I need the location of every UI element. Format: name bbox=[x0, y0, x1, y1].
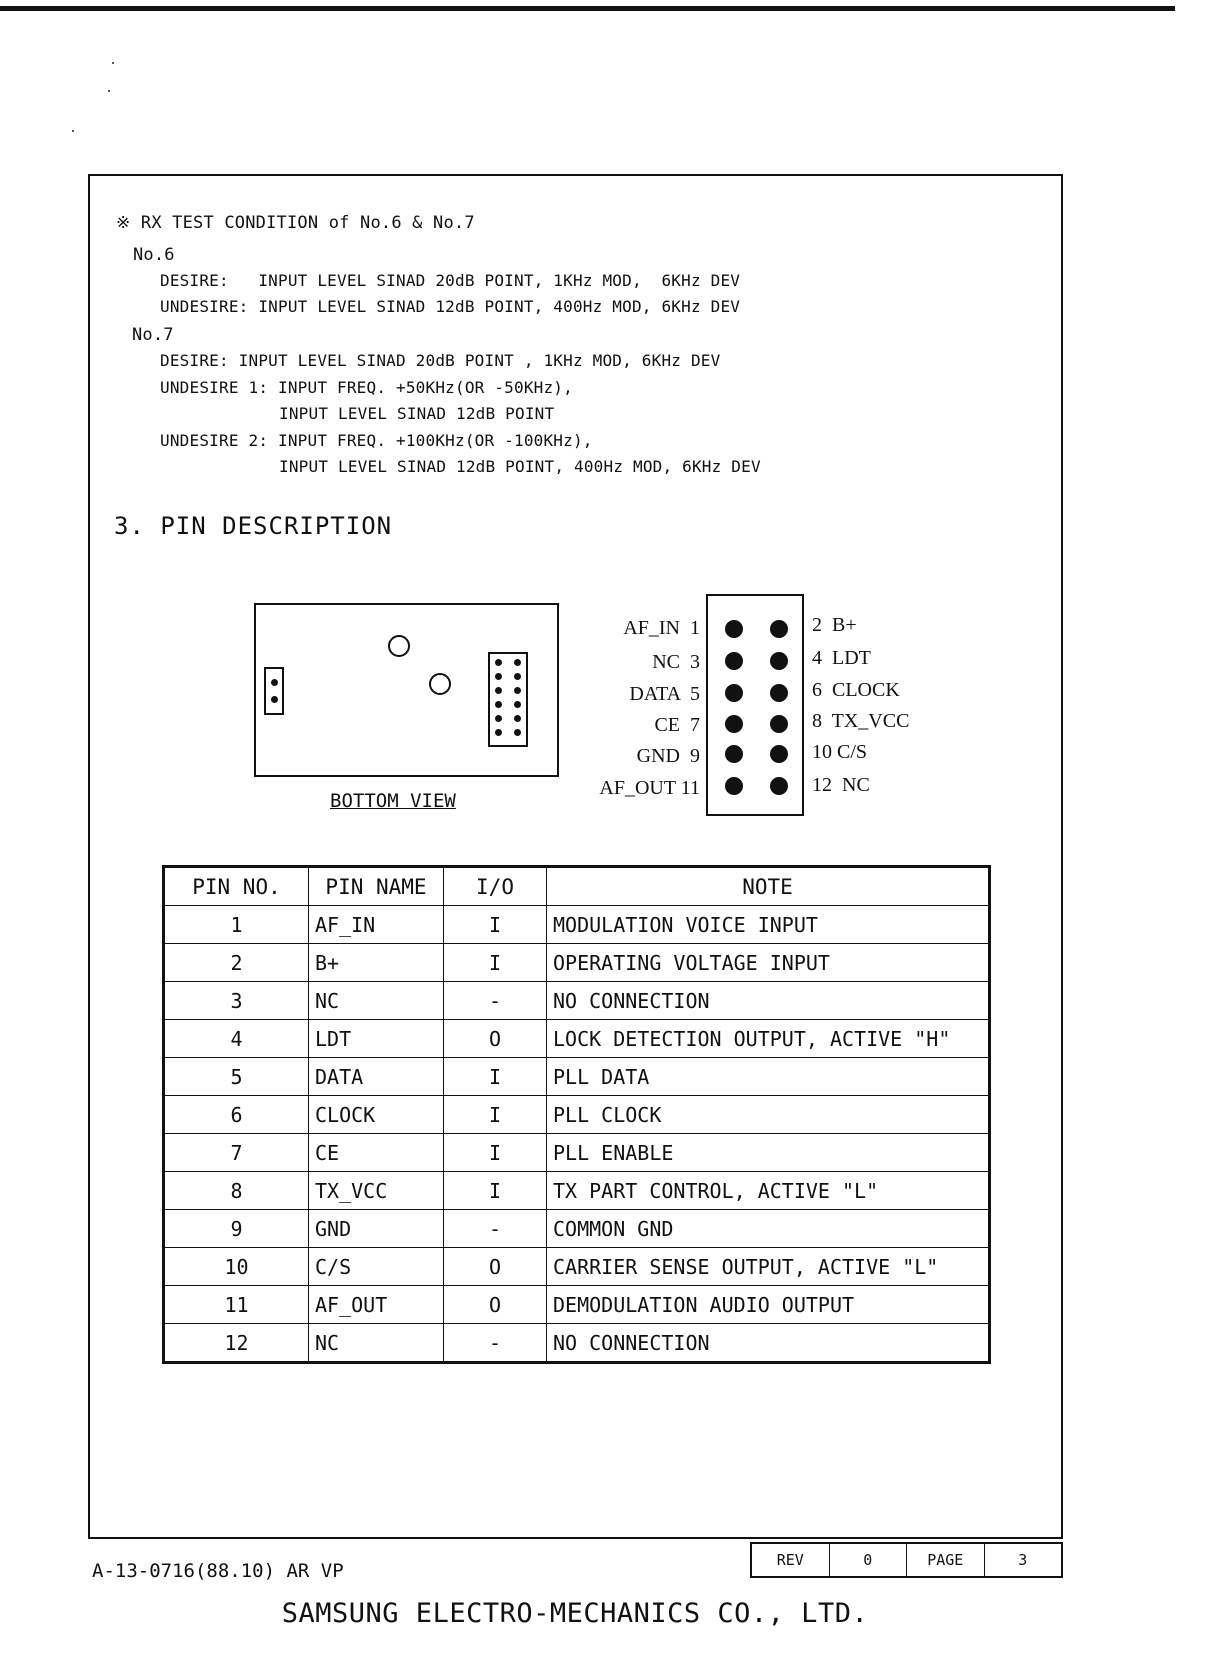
table-row bbox=[164, 1020, 990, 1058]
pin-no-cell: 2 bbox=[164, 944, 309, 982]
pin-name-cell: B+ bbox=[309, 944, 444, 982]
scan-speck bbox=[72, 130, 74, 132]
no6-desire: DESIRE: INPUT LEVEL SINAD 20dB POINT, 1KHz MOD, 6KHz DEV bbox=[160, 271, 741, 290]
note-cell: NO CONNECTION bbox=[547, 1324, 990, 1363]
note-cell: PLL ENABLE bbox=[547, 1134, 990, 1172]
module-bottom-view bbox=[254, 603, 559, 777]
pin-name-cell: CE bbox=[309, 1134, 444, 1172]
revision-box bbox=[750, 1542, 1063, 1578]
io-cell: I bbox=[444, 1058, 547, 1096]
note-cell: DEMODULATION AUDIO OUTPUT bbox=[547, 1286, 990, 1324]
rx-test-header: ※ RX TEST CONDITION of No.6 & No.7 bbox=[116, 213, 475, 233]
header-pin bbox=[725, 620, 743, 638]
page-value: 3 bbox=[1018, 1551, 1028, 1569]
table-row bbox=[164, 1286, 990, 1324]
table-row bbox=[164, 1210, 990, 1248]
no6-label: No.6 bbox=[133, 245, 175, 265]
note-cell: MODULATION VOICE INPUT bbox=[547, 906, 990, 944]
pin-dot bbox=[514, 673, 521, 680]
header-pin bbox=[725, 715, 743, 733]
mount-hole bbox=[429, 673, 451, 695]
pin-label-left: AF_OUT 11 bbox=[599, 777, 700, 799]
header-pin bbox=[770, 777, 788, 795]
pin-no-cell: 11 bbox=[164, 1286, 309, 1324]
io-cell: I bbox=[444, 1134, 547, 1172]
pin-no-cell: 8 bbox=[164, 1172, 309, 1210]
scan-speck bbox=[108, 90, 110, 92]
io-cell: O bbox=[444, 1286, 547, 1324]
table-header-row bbox=[164, 867, 990, 906]
pin-no-cell: 1 bbox=[164, 906, 309, 944]
pin-label-left: GND 9 bbox=[636, 745, 700, 767]
note-cell: COMMON GND bbox=[547, 1210, 990, 1248]
pin-name-cell: NC bbox=[309, 1324, 444, 1363]
no7-desire: DESIRE: INPUT LEVEL SINAD 20dB POINT , 1KHz MOD, 6KHz DEV bbox=[160, 351, 721, 370]
no7-undesire2: UNDESIRE 2: INPUT FREQ. +100KHz(OR -100KHz), bbox=[160, 431, 593, 450]
header-pin bbox=[770, 684, 788, 702]
header-pin bbox=[725, 652, 743, 670]
top-rule bbox=[0, 6, 1175, 11]
rev-value: 0 bbox=[830, 1544, 908, 1576]
pin-dot bbox=[514, 701, 521, 708]
pin-dot bbox=[495, 673, 502, 680]
pin-no-cell: 3 bbox=[164, 982, 309, 1020]
pin-dot bbox=[514, 659, 521, 666]
pin-name-cell: LDT bbox=[309, 1020, 444, 1058]
no7-undesire1: UNDESIRE 1: INPUT FREQ. +50KHz(OR -50KHz), bbox=[160, 378, 573, 397]
pin-no-cell: 10 bbox=[164, 1248, 309, 1286]
connector-header bbox=[706, 594, 804, 816]
pin-label-right: 12 NC bbox=[812, 774, 870, 796]
pin-description-table bbox=[162, 865, 991, 1364]
note-cell: CARRIER SENSE OUTPUT, ACTIVE "L" bbox=[547, 1248, 990, 1286]
note-cell: LOCK DETECTION OUTPUT, ACTIVE "H" bbox=[547, 1020, 990, 1058]
pin-dot bbox=[495, 687, 502, 694]
header-pin bbox=[770, 745, 788, 763]
pin-no-cell: 12 bbox=[164, 1324, 309, 1363]
rev-label: REV bbox=[752, 1544, 830, 1576]
pin-label-left: DATA 5 bbox=[629, 683, 700, 705]
io-cell: - bbox=[444, 1210, 547, 1248]
pin-dot bbox=[514, 687, 521, 694]
table-row bbox=[164, 1096, 990, 1134]
note-cell: NO CONNECTION bbox=[547, 982, 990, 1020]
pin-dot bbox=[495, 715, 502, 722]
io-cell: - bbox=[444, 982, 547, 1020]
page-label: PAGE bbox=[907, 1544, 985, 1576]
io-cell: I bbox=[444, 944, 547, 982]
pin-no-cell: 6 bbox=[164, 1096, 309, 1134]
header-pin bbox=[770, 715, 788, 733]
bottom-view-label: BOTTOM VIEW bbox=[330, 790, 456, 812]
table-row bbox=[164, 1324, 990, 1363]
io-cell: O bbox=[444, 1020, 547, 1058]
table-row bbox=[164, 1248, 990, 1286]
pin-name-cell: CLOCK bbox=[309, 1096, 444, 1134]
pin-label-left: AF_IN 1 bbox=[623, 617, 700, 639]
pin-dot bbox=[514, 715, 521, 722]
pin-name-cell: C/S bbox=[309, 1248, 444, 1286]
header-pin bbox=[770, 652, 788, 670]
io-cell: O bbox=[444, 1248, 547, 1286]
pin-dot bbox=[514, 729, 521, 736]
pin-dot bbox=[495, 701, 502, 708]
pin-dot bbox=[495, 659, 502, 666]
table-row bbox=[164, 1058, 990, 1096]
company-name: SAMSUNG ELECTRO-MECHANICS CO., LTD. bbox=[281, 1598, 869, 1629]
table-row bbox=[164, 1134, 990, 1172]
io-cell: I bbox=[444, 1172, 547, 1210]
table-body bbox=[164, 906, 990, 1363]
pin-name-cell: AF_OUT bbox=[309, 1286, 444, 1324]
pin-label-right: 6 CLOCK bbox=[812, 679, 900, 701]
pin-no-cell: 4 bbox=[164, 1020, 309, 1058]
pin-label-right: 8 TX_VCC bbox=[812, 710, 910, 732]
note-cell: TX PART CONTROL, ACTIVE "L" bbox=[547, 1172, 990, 1210]
pin-label-right: 4 LDT bbox=[812, 647, 871, 669]
note-cell: OPERATING VOLTAGE INPUT bbox=[547, 944, 990, 982]
pin-no-cell: 9 bbox=[164, 1210, 309, 1248]
pin-name-cell: DATA bbox=[309, 1058, 444, 1096]
header-note: NOTE bbox=[547, 867, 990, 906]
pin-name-cell: GND bbox=[309, 1210, 444, 1248]
io-cell: I bbox=[444, 906, 547, 944]
no6-undesire: UNDESIRE: INPUT LEVEL SINAD 12dB POINT, 400Hz MOD, 6KHz DEV bbox=[160, 297, 741, 316]
header-pin-no: PIN NO. bbox=[164, 867, 309, 906]
note-cell: PLL DATA bbox=[547, 1058, 990, 1096]
twelve-pin-connector bbox=[488, 652, 528, 747]
table-row bbox=[164, 906, 990, 944]
pin-dot bbox=[271, 696, 278, 703]
pin-no-cell: 7 bbox=[164, 1134, 309, 1172]
pin-dot bbox=[271, 679, 278, 686]
io-cell: - bbox=[444, 1324, 547, 1363]
header-pin-name: PIN NAME bbox=[309, 867, 444, 906]
header-pin bbox=[725, 777, 743, 795]
header-pin bbox=[725, 684, 743, 702]
header-pin bbox=[770, 620, 788, 638]
table-row bbox=[164, 982, 990, 1020]
table-row bbox=[164, 1172, 990, 1210]
pin-name-cell: AF_IN bbox=[309, 906, 444, 944]
two-pin-connector bbox=[264, 667, 284, 715]
pin-label-right: 10 C/S bbox=[812, 741, 868, 763]
no7-undesire2-cont: INPUT LEVEL SINAD 12dB POINT, 400Hz MOD, 6KHz DEV bbox=[279, 457, 761, 476]
header-pin bbox=[725, 745, 743, 763]
note-cell: PLL CLOCK bbox=[547, 1096, 990, 1134]
pin-no-cell: 5 bbox=[164, 1058, 309, 1096]
header-io: I/O bbox=[444, 867, 547, 906]
document-code: A-13-0716(88.10) AR VP bbox=[92, 1560, 344, 1582]
section-title: 3. PIN DESCRIPTION bbox=[114, 512, 393, 540]
pin-label-right: 2 B+ bbox=[812, 614, 857, 636]
mount-hole bbox=[388, 635, 410, 657]
no7-label: No.7 bbox=[132, 325, 174, 345]
pin-label-left: CE 7 bbox=[654, 714, 700, 736]
io-cell: I bbox=[444, 1096, 547, 1134]
pin-name-cell: NC bbox=[309, 982, 444, 1020]
pin-label-left: NC 3 bbox=[652, 651, 700, 673]
scan-speck bbox=[112, 62, 114, 64]
pin-name-cell: TX_VCC bbox=[309, 1172, 444, 1210]
pin-dot bbox=[495, 729, 502, 736]
table-row bbox=[164, 944, 990, 982]
no7-undesire1-cont: INPUT LEVEL SINAD 12dB POINT bbox=[279, 404, 555, 423]
